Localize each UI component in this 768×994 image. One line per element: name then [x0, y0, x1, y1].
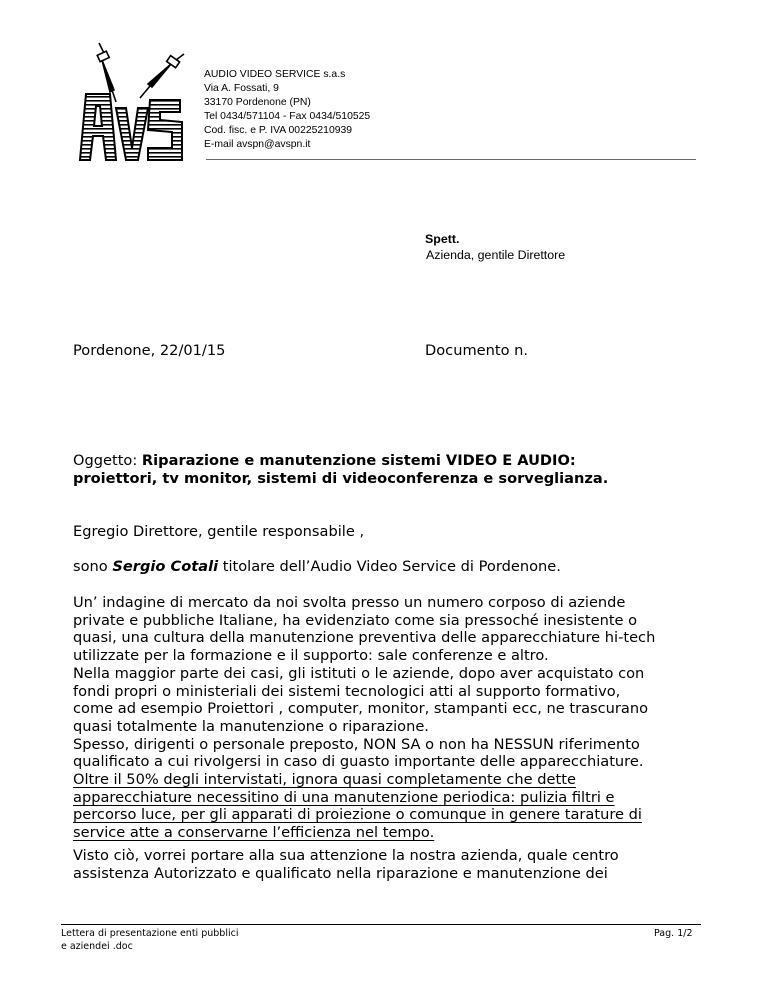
- body-line: Spesso, dirigenti o personale preposto, NON SA o non ha NESSUN riferimento: [73, 735, 640, 753]
- underlined-line: Oltre il 50% degli intervistati, ignora quasi completamente che dette: [73, 771, 576, 789]
- body-line: come ad esempio Proiettori , computer, monitor, stampanti ecc, ne trascurano: [73, 700, 649, 718]
- intro-paragraph: [73, 558, 733, 576]
- subject-label: Oggetto:: [73, 452, 142, 469]
- company-city: 33170 Pordenone (PN): [204, 97, 311, 108]
- underlined-line: percorso luce, per gli apparati di proiezione o comunque in genere tarature di: [73, 806, 642, 824]
- closing-line: Visto ciò, vorrei portare alla sua attenzione la nostra azienda, quale centro: [73, 847, 619, 864]
- body-line: qualificato a cui rivolgersi in caso di guasto importante delle apparecchiature.: [73, 753, 644, 771]
- avs-letters-icon: [80, 94, 182, 160]
- footer-filename-line-2: e aziendei .doc: [61, 940, 133, 952]
- letter-date: Pordenone, 22/01/15: [73, 342, 226, 359]
- body-line: private e pubbliche Italiane, ha evidenziato come sia pressoché inesistente o: [73, 611, 638, 629]
- main-paragraph: [73, 594, 733, 842]
- intro-suffix: titolare dell’Audio Video Service di Pordenone.: [218, 558, 561, 575]
- closing-line: assistenza Autorizzato e qualificato nella riparazione e manutenzione dei: [73, 864, 608, 882]
- intro-prefix: sono: [73, 558, 113, 575]
- greeting: [73, 523, 733, 541]
- company-address: Via A. Fossati, 9: [204, 83, 279, 94]
- greeting-text: Egregio Direttore, gentile responsabile ,: [73, 523, 365, 540]
- company-email: E-mail avspn@avspn.it: [204, 139, 311, 150]
- body-line: utilizzate per la formazione e il supporto: sale conferenze e altro.: [73, 647, 549, 665]
- recipient-title: Spett.: [425, 232, 460, 246]
- page-number: Pag. 1/2: [654, 928, 693, 939]
- footer-divider: [61, 924, 701, 925]
- body-line: Nella maggior parte dei casi, gli istituti o le aziende, dopo aver acquistato con: [73, 664, 645, 682]
- company-logo: [76, 40, 186, 164]
- footer-filename-line-1: Lettera di presentazione enti pubblici: [61, 928, 239, 939]
- body-line: Un’ indagine di mercato da noi svolta presso un numero corposo di aziende: [73, 594, 626, 611]
- company-phone: Tel 0434/571104 - Fax 0434/510525: [204, 111, 371, 122]
- body-line: quasi totalmente la manutenzione o riparazione.: [73, 717, 429, 735]
- header-divider: [206, 159, 696, 160]
- sender-name: Sergio Cotali: [112, 558, 219, 575]
- underlined-line: apparecchiature necessitino di una manutenzione periodica: pulizia filtri e: [73, 788, 615, 806]
- body-line: fondi propri o ministeriali dei sistemi tecnologici atti al supporto formativo,: [73, 682, 621, 700]
- underlined-line: service atte a conservarne l’efficienza nel tempo.: [73, 824, 435, 842]
- document-number: Documento n.: [425, 342, 529, 359]
- footer-filename: [61, 928, 238, 953]
- subject-line-1: Riparazione e manutenzione sistemi VIDEO E AUDIO:: [141, 452, 576, 469]
- body-line: quasi, una cultura della manutenzione preventiva delle apparecchiature hi-tech: [73, 629, 656, 647]
- subject: [73, 452, 733, 487]
- company-info: [204, 68, 370, 152]
- subject-line-2: proiettori, tv monitor, sistemi di videoconferenza e sorveglianza.: [73, 469, 609, 487]
- closing-paragraph: [73, 847, 733, 882]
- recipient-name: Azienda, gentile Direttore: [426, 248, 566, 262]
- company-name: AUDIO VIDEO SERVICE s.a.s: [204, 69, 346, 80]
- company-tax-id: Cod. fisc. e P. IVA 00225210939: [204, 125, 353, 136]
